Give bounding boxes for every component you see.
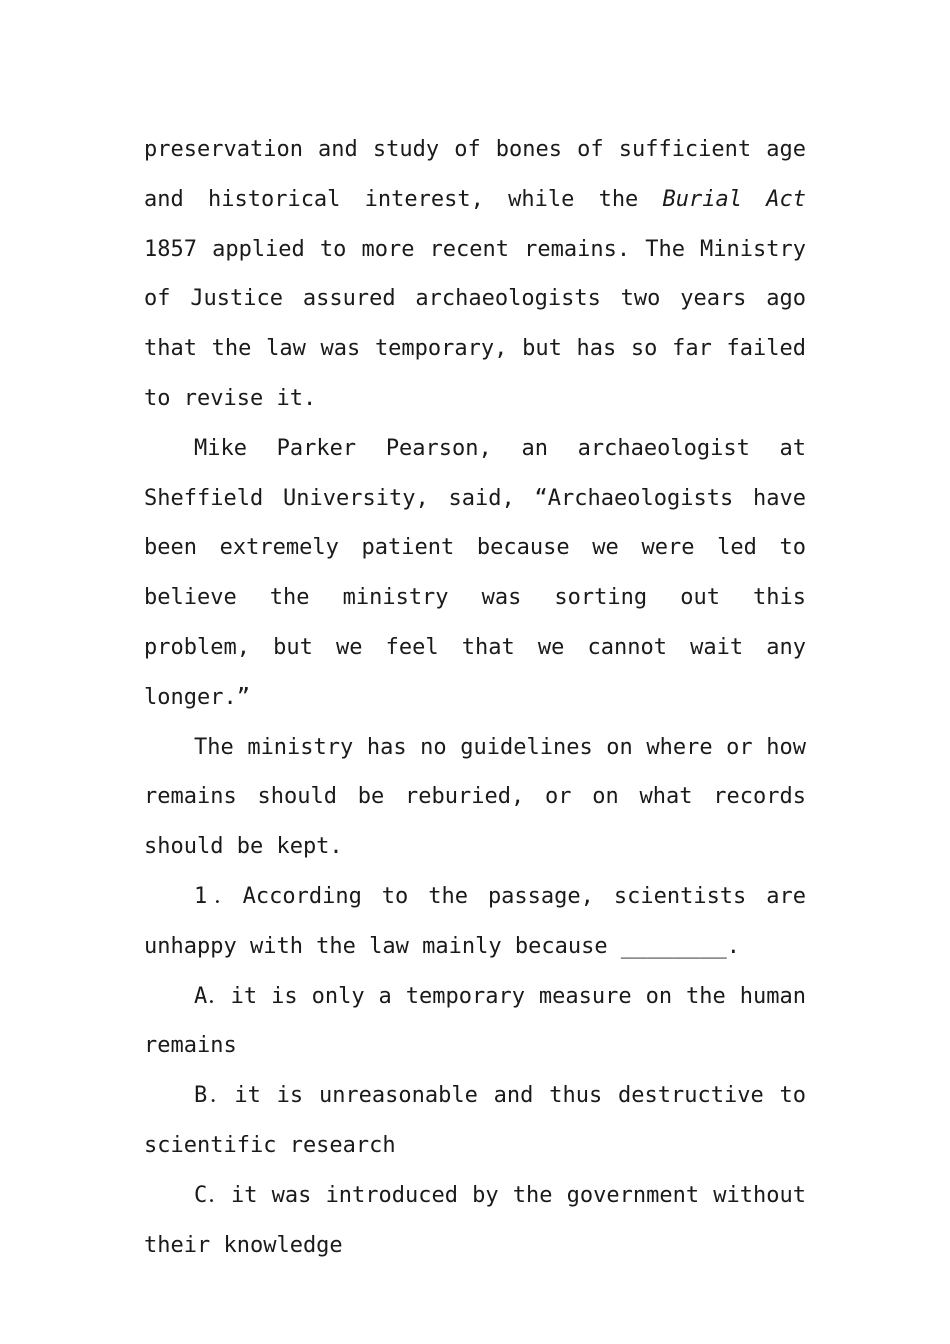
- passage-paragraph-3: The ministry has no guidelines on where or how remains should be reburied, or on what records should be kept.: [144, 734, 806, 860]
- question-stem: 1．According to the passage, scientists are unhappy with the law mainly because ________.: [144, 883, 806, 959]
- document-page: [144, 125, 806, 1270]
- option-c: C．it was introduced by the government without their knowledge: [144, 1182, 806, 1258]
- paragraph-text: preservation and study of bones of sufficient age and historical interest, while the: [144, 137, 806, 212]
- option-a: A．it is only a temporary measure on the human remains: [144, 983, 806, 1059]
- paragraph-text: 1857 applied to more recent remains. The Ministry of Justice assured archaeologists two years ago that the law was temporary, but has so far failed to revise it.: [144, 236, 806, 411]
- act-title: Burial Act: [662, 186, 806, 212]
- passage-paragraph-2: Mike Parker Pearson, an archaeologist at Sheffield University, said, “Archaeologists have been extremely patient because we were led to believe the ministry was sorting out this problem, but we feel that we cannot wait any longer.”: [144, 435, 806, 710]
- option-b: B．it is unreasonable and thus destructive to scientific research: [144, 1083, 806, 1158]
- passage-paragraph-1: [144, 125, 806, 424]
